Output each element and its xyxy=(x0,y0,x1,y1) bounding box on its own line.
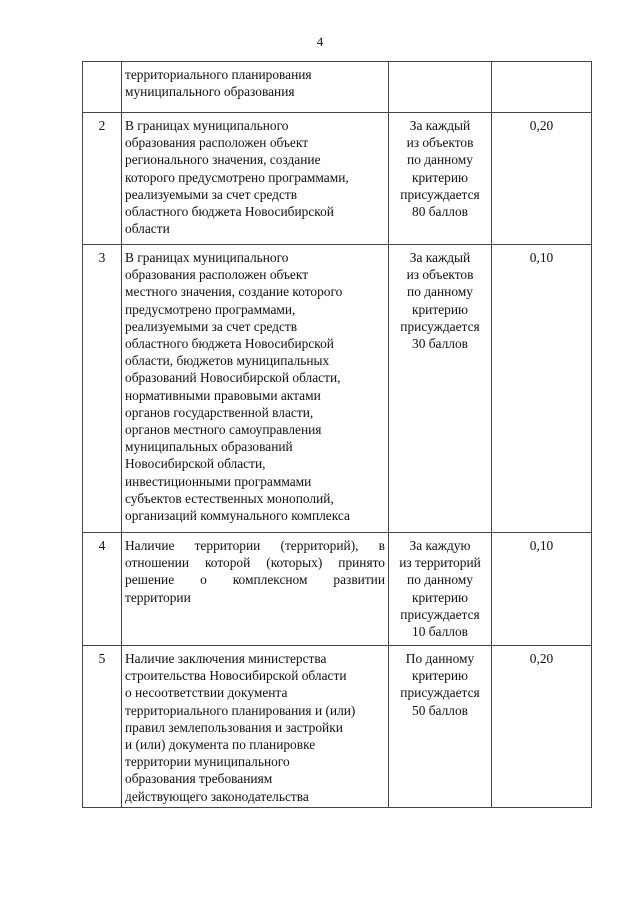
score-rule xyxy=(389,646,492,808)
description-line: образований Новосибирской области, xyxy=(125,370,341,386)
score-line: критерию xyxy=(411,169,469,185)
score-line: критерию xyxy=(411,301,469,317)
score-rule xyxy=(389,533,492,646)
description-line: муниципальных образований xyxy=(125,439,293,455)
description-line: областного бюджета Новосибирской xyxy=(125,336,334,352)
row-number: 3 xyxy=(83,245,122,533)
score-line: За каждый xyxy=(409,250,471,265)
description-line: образования расположен объект xyxy=(125,267,309,283)
description-line: организаций коммунального комплекса xyxy=(125,508,350,524)
score-rule xyxy=(389,245,492,533)
score-rule xyxy=(389,62,492,113)
description-line: территориального планирования и (или) xyxy=(125,702,356,718)
weight-coefficient: 0,10 xyxy=(492,245,592,533)
description-line: области, бюджетов муниципальных xyxy=(125,353,330,369)
score-line: За каждый xyxy=(409,118,471,133)
score-line: критерию xyxy=(411,589,469,605)
description-line: реализуемыми за счет средств xyxy=(125,318,298,334)
description-line: которого предусмотрено программами, xyxy=(125,169,349,185)
criterion-description xyxy=(122,245,389,533)
weight-coefficient: 0,10 xyxy=(492,533,592,646)
score-line: присуждается xyxy=(400,685,480,701)
weight-coefficient: 0,20 xyxy=(492,646,592,808)
table-row xyxy=(83,646,592,808)
description-line: образования требованиям xyxy=(125,771,273,787)
page-number: 4 xyxy=(316,34,324,49)
row-number: 2 xyxy=(83,113,122,245)
score-line: По данному xyxy=(405,651,475,666)
description-line: субъектов естественных монополий, xyxy=(125,490,334,506)
weight-coefficient: 0,20 xyxy=(492,113,592,245)
description-line: предусмотрено программами, xyxy=(125,301,296,317)
description-line: муниципального образования xyxy=(125,84,295,100)
criterion-description xyxy=(122,113,389,245)
score-rule xyxy=(389,113,492,245)
description-line: Новосибирской области, xyxy=(125,456,266,472)
description-line: органов государственной власти, xyxy=(125,404,314,420)
score-line: присуждается xyxy=(400,606,480,622)
table-row xyxy=(83,62,592,113)
description-line: органов местного самоуправления xyxy=(125,422,322,438)
description-line: В границах муниципального xyxy=(125,250,289,265)
score-line: 10 баллов xyxy=(412,624,468,640)
table-row xyxy=(83,113,592,245)
score-line: присуждается xyxy=(400,318,480,334)
description-line: Наличие заключения министерства xyxy=(125,651,327,666)
criterion-description xyxy=(122,646,389,808)
criterion-description xyxy=(122,62,389,113)
description-line: областного бюджета Новосибирской xyxy=(125,204,334,220)
description-line: территории муниципального xyxy=(125,754,290,770)
table-row xyxy=(83,533,592,646)
description-line: области xyxy=(125,221,170,237)
description-line: и (или) документа по планировке xyxy=(125,737,316,753)
score-line: из объектов xyxy=(406,267,474,283)
table-row xyxy=(83,245,592,533)
description-line: правил землепользования и застройки xyxy=(125,719,343,735)
criterion-description xyxy=(122,533,389,646)
row-number: 4 xyxy=(83,533,122,646)
description-line: действующего законодательства xyxy=(125,788,309,804)
criteria-table-body xyxy=(83,62,592,808)
criteria-table xyxy=(82,61,592,808)
score-line: по данному xyxy=(407,152,473,168)
description-line: нормативными правовыми актами xyxy=(125,387,321,403)
score-line: критерию xyxy=(411,668,469,684)
score-line: 30 баллов xyxy=(412,336,468,352)
row-number xyxy=(83,62,122,113)
score-line: 80 баллов xyxy=(412,204,468,220)
description-line: образования расположен объект xyxy=(125,135,309,151)
description-line: территориального планирования xyxy=(125,67,312,82)
score-line: по данному xyxy=(407,284,473,300)
description-line: о несоответствии документа xyxy=(125,685,288,701)
weight-coefficient xyxy=(492,62,592,113)
description-line: В границах муниципального xyxy=(125,118,289,133)
row-number: 5 xyxy=(83,646,122,808)
score-line: За каждую xyxy=(409,538,471,553)
description-line: регионального значения, создание xyxy=(125,152,321,168)
description-line: местного значения, создание которого xyxy=(125,284,343,300)
score-line: из объектов xyxy=(406,135,474,151)
description-line: строительства Новосибирской области xyxy=(125,668,347,684)
score-line: присуждается xyxy=(400,186,480,202)
description-line: инвестиционными программами xyxy=(125,473,312,489)
score-line: по данному xyxy=(407,572,473,588)
score-line: 50 баллов xyxy=(412,702,468,718)
description-line: реализуемыми за счет средств xyxy=(125,186,298,202)
description-text: Наличие территории (территорий), в отношении которой (которых) принято решение о комплексном развитии территории xyxy=(125,538,385,605)
score-line: из территорий xyxy=(399,555,481,571)
